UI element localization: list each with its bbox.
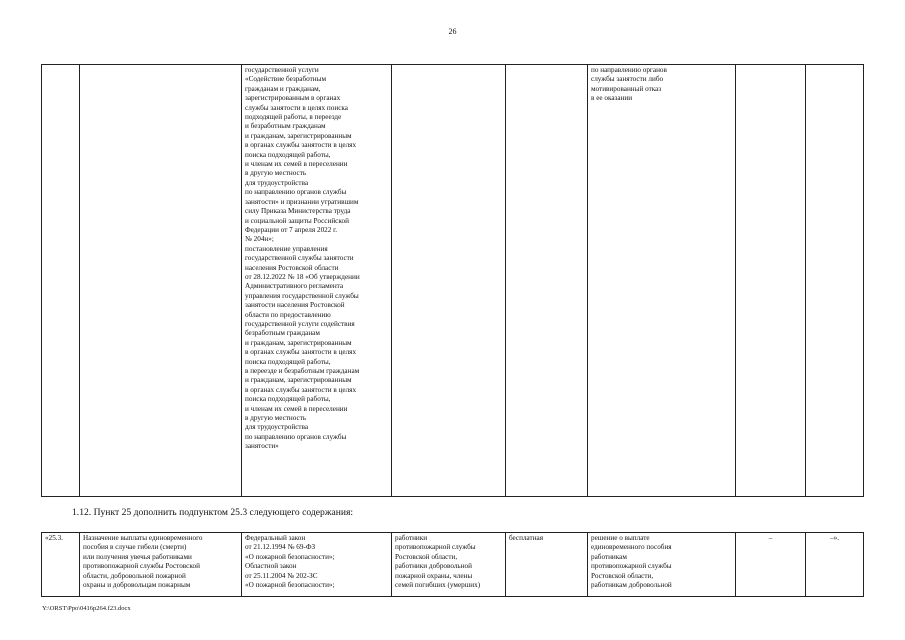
text-line: поиска подходящей работы, [245,357,331,366]
text-line: области, добровольной пожарной [83,571,186,580]
text-line: от 25.11.2004 № 202-ЗС [245,571,318,580]
text-line: решение о выплате [591,534,650,542]
text-line: –». [830,534,839,542]
text-line: № 204н»; [245,235,274,244]
page-number: 26 [448,27,457,36]
services-table-continuation [41,64,864,497]
text-line: поиска подходящей работы, [245,150,331,159]
cell-service-name [80,65,242,497]
text-line: в переезде и безработным гражданам [245,367,360,375]
text-line: в органах службы занятости в целях [245,348,357,357]
cell-legal-basis [242,65,392,497]
text-line: населения Ростовской области [245,263,339,272]
cell-recipients [392,533,506,597]
text-line: в органах службы занятости в целях [245,141,357,150]
text-line: государственной услуги содействия [245,319,355,328]
text-line: государственной службы занятости [245,254,354,263]
table-row [42,65,864,497]
cell-extra-2 [806,533,864,597]
text-line: и социальной защиты Российской [245,216,349,225]
text-line: охраны и добровольцам пожарным [83,581,191,590]
cell-fee [506,533,588,597]
cell-result [588,533,736,597]
text-line: пособия в случае гибели (смерти) [83,543,187,552]
text-line: занятости» и признании утратившим [245,197,359,206]
cell-service-name [80,533,242,597]
text-line: и безработным гражданам [245,122,326,131]
text-line: в другую местность [245,414,307,423]
text-line: занятости» [245,442,279,451]
text-line: – [768,534,773,542]
text-line: по направлению органов [591,66,667,74]
text-line: работники [395,534,428,542]
text-line: зарегистрированным в органах [245,94,341,103]
text-line: гражданам и гражданам, [245,84,321,93]
cell-number [42,533,80,597]
text-line: Ростовской области, [395,552,458,561]
services-table-new-item [41,532,864,597]
text-line: Областной закон [245,562,297,571]
text-line: государственной услуги [245,66,319,74]
text-line: «О пожарной безопасности»; [245,552,335,561]
text-line: противопожарной службы Ростовской [83,562,200,571]
text-line: и гражданам, зарегистрированным [245,338,352,347]
text-line: противопожарной службы [591,562,672,571]
cell-fee [506,65,588,497]
text-line: в органах службы занятости в целях [245,385,357,394]
text-line: работникам добровольной [591,581,672,590]
text-line: и гражданам, зарегистрированным [245,131,352,140]
text-line: постановление управления [245,244,328,253]
text-line: занятости населения Ростовской [245,301,345,310]
text-line: Федерации от 7 апреля 2022 г. [245,225,338,234]
text-line: по направлению органов службы [245,432,347,441]
text-line: подходящей работы, в переезде [245,113,342,122]
text-line: от 28.12.2022 № 18 «Об утверждении [245,272,360,281]
text-line: службы занятости либо [591,75,664,84]
text-line: безработным гражданам [245,329,320,338]
cell-number [42,65,80,497]
text-line: бесплатная [509,534,544,542]
cell-recipients [392,65,506,497]
text-line: для трудоустройства [245,423,309,432]
text-line: семей погибших (умерших) [395,581,481,590]
text-line: Назначение выплаты единовременного [83,534,203,542]
amendment-paragraph: 1.12. Пункт 25 дополнить подпунктом 25.3 следующего содержания: [72,507,354,518]
cell-legal-basis [242,533,392,597]
text-line: службы занятости в целях поиска [245,103,348,112]
text-line: силу Приказа Министерства труда [245,207,351,216]
cell-extra-2 [806,65,864,497]
text-line: поиска подходящей работы, [245,395,331,404]
text-line: управления государственной службы [245,291,359,300]
text-line: единовременного пособия [591,543,672,552]
text-line: в другую местность [245,169,307,178]
text-line: Федеральный закон [245,534,306,542]
text-line: мотивированный отказ [591,84,662,93]
text-line: работникам [591,552,627,561]
text-line: и членам их семей в переселении [245,404,348,413]
cell-result [588,65,736,497]
text-line: по направлению органов службы [245,188,347,197]
text-line: «25.3. [45,534,63,542]
text-line: от 21.12.1994 № 69-ФЗ [245,543,316,552]
text-line: и гражданам, зарегистрированным [245,376,352,385]
text-line: пожарной охраны, члены [395,571,473,580]
text-line: области по предоставлению [245,310,331,319]
table-row [42,533,864,597]
text-line: и членам их семей в переселении [245,160,348,169]
text-line: «О пожарной безопасности»; [245,581,335,590]
text-line: Административного регламента [245,282,344,291]
text-line: Ростовской области, [591,571,654,580]
text-line: «Содействие безработным [245,75,327,84]
document-file-path: Y:\ORST\Ppo\0416p264.f23.docx [42,605,131,612]
text-line: работники добровольной [395,562,472,571]
text-line: для трудоустройства [245,178,309,187]
cell-extra-1 [736,533,806,597]
text-line: противопожарной службы [395,543,476,552]
text-line: в ее оказании [591,94,633,103]
text-line: или получения увечья работниками [83,552,192,561]
cell-extra-1 [736,65,806,497]
